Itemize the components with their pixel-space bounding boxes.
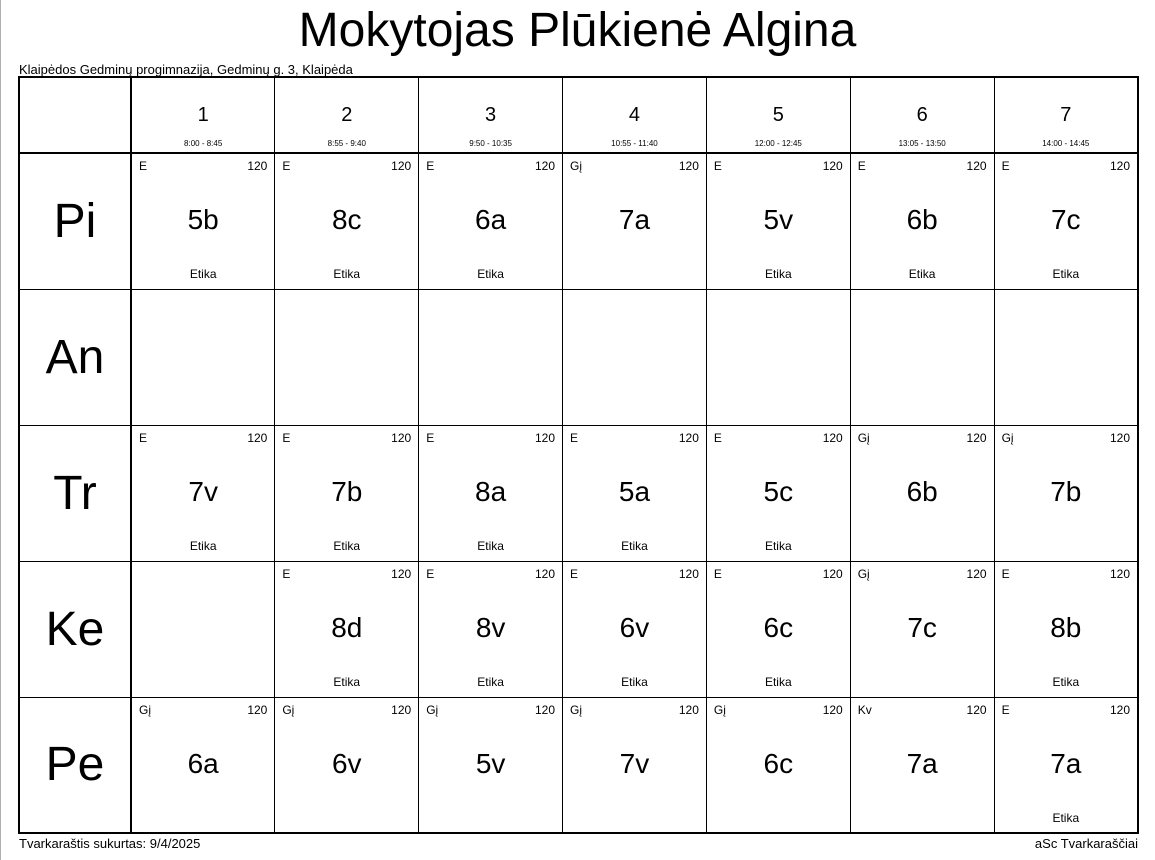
- lesson-cell: [563, 697, 707, 833]
- class-name: 5b: [187, 204, 219, 235]
- lesson-cell: [275, 425, 419, 561]
- subject-name: Etika: [764, 267, 792, 281]
- day-name: Pe: [19, 697, 131, 833]
- period-time: 8:55 - 9:40: [327, 139, 366, 148]
- period-time: 8:00 - 8:45: [184, 139, 223, 148]
- lesson-cell: [850, 153, 994, 289]
- subject-name: Etika: [621, 538, 648, 553]
- subject-name: Etika: [764, 674, 792, 689]
- class-name: 5c: [763, 475, 794, 507]
- lesson-cell: [419, 153, 563, 289]
- class-name: 6v: [331, 747, 362, 779]
- period-header: [131, 77, 275, 153]
- class-name: 5a: [618, 475, 651, 507]
- lesson-cell: [419, 289, 563, 425]
- period-number: 7: [1060, 104, 1072, 126]
- room-number: 120: [247, 159, 268, 173]
- lesson-cell: [706, 561, 850, 697]
- period-header: [706, 77, 850, 153]
- lesson-code: E: [426, 566, 435, 581]
- class-name: 7a: [906, 747, 938, 779]
- lesson-cell: [275, 153, 419, 289]
- lesson-code: Gį: [282, 702, 295, 717]
- room-number: 120: [966, 566, 987, 581]
- subject-name: Etika: [621, 674, 648, 689]
- day-name: Tr: [19, 425, 131, 561]
- class-name: 7c: [907, 611, 937, 643]
- lesson-code: E: [713, 159, 722, 173]
- class-name: 5v: [763, 204, 794, 235]
- period-time: 10:55 - 11:40: [611, 139, 658, 148]
- class-name: 8a: [475, 475, 507, 507]
- period-time: 14:00 - 14:45: [1042, 139, 1090, 148]
- room-number: 120: [391, 566, 412, 581]
- lesson-cell: [131, 561, 275, 697]
- room-number: 120: [966, 430, 987, 445]
- lesson-code: Gį: [570, 702, 583, 717]
- class-name: 6a: [187, 747, 219, 779]
- day-row: [19, 425, 1138, 561]
- period-number: 5: [772, 104, 784, 126]
- class-name: 5v: [475, 747, 506, 779]
- lesson-code: Gį: [713, 702, 726, 717]
- day-name: Ke: [19, 561, 131, 697]
- lesson-code: Gį: [426, 702, 439, 717]
- room-number: 120: [1109, 159, 1130, 173]
- lesson-cell: [706, 697, 850, 833]
- lesson-cell: [419, 697, 563, 833]
- room-number: 120: [391, 702, 412, 717]
- class-name: 8b: [1050, 611, 1082, 643]
- page-title: Mokytojas Plūkienė Algina: [298, 4, 857, 57]
- app-brand: aSc Tvarkaraščiai: [1034, 836, 1138, 851]
- subject-name: Etika: [908, 267, 936, 281]
- lesson-code: E: [139, 159, 148, 173]
- class-name: 7c: [1050, 204, 1081, 235]
- class-name: 6c: [763, 747, 794, 779]
- subject-name: Etika: [333, 674, 361, 689]
- lesson-cell: [850, 697, 994, 833]
- lesson-cell: [131, 153, 275, 289]
- class-name: 8d: [331, 611, 363, 643]
- lesson-cell: [994, 425, 1138, 561]
- room-number: 120: [247, 430, 268, 445]
- lesson-cell: [131, 425, 275, 561]
- lesson-cell: [563, 425, 707, 561]
- lesson-cell: [419, 425, 563, 561]
- room-number: 120: [822, 430, 843, 445]
- school-address: Klaipėdos Gedminų progimnazija, Gedminų g. 3, Klaipėda: [19, 62, 353, 77]
- lesson-cell: [706, 425, 850, 561]
- period-time: 12:00 - 12:45: [754, 139, 802, 148]
- room-number: 120: [1109, 430, 1130, 445]
- subject-name: Etika: [1052, 674, 1080, 689]
- created-date: Tvarkaraštis sukurtas: 9/4/2025: [19, 836, 201, 851]
- page-edge-rule: [0, 0, 1, 860]
- room-number: 120: [822, 159, 843, 173]
- lesson-code: E: [857, 159, 866, 173]
- class-name: 6v: [619, 611, 650, 643]
- lesson-cell: [131, 697, 275, 833]
- lesson-cell: [706, 153, 850, 289]
- room-number: 120: [535, 566, 556, 581]
- class-name: 7v: [619, 747, 650, 779]
- lesson-cell: [563, 153, 707, 289]
- subject-name: Etika: [477, 538, 504, 553]
- lesson-code: E: [282, 430, 291, 445]
- day-name: Pi: [19, 153, 131, 289]
- subject-name: Etika: [1052, 267, 1080, 281]
- day-row: [19, 561, 1138, 697]
- lesson-code: E: [282, 566, 291, 581]
- period-header-row: [19, 77, 1138, 153]
- subject-name: Etika: [1052, 810, 1080, 825]
- class-name: 6b: [906, 475, 938, 507]
- subject-name: Etika: [477, 267, 504, 281]
- class-name: 7b: [1050, 475, 1082, 507]
- lesson-cell: [275, 561, 419, 697]
- day-row: [19, 153, 1138, 289]
- lesson-code: E: [713, 566, 722, 581]
- lesson-code: Gį: [570, 159, 583, 173]
- lesson-cell: [994, 561, 1138, 697]
- lesson-code: Gį: [857, 430, 870, 445]
- room-number: 120: [678, 159, 699, 173]
- subject-name: Etika: [333, 538, 361, 553]
- room-number: 120: [678, 702, 699, 717]
- room-number: 120: [1109, 566, 1130, 581]
- subject-name: Etika: [477, 674, 504, 689]
- lesson-code: E: [713, 430, 722, 445]
- room-number: 120: [535, 702, 556, 717]
- period-number: 6: [916, 104, 928, 126]
- corner-cell: [19, 77, 131, 153]
- room-number: 120: [966, 702, 987, 717]
- period-header: [850, 77, 994, 153]
- period-number: 3: [485, 104, 497, 126]
- room-number: 120: [391, 430, 412, 445]
- lesson-cell: [275, 697, 419, 833]
- lesson-code: E: [1001, 159, 1010, 173]
- class-name: 8c: [331, 204, 362, 235]
- lesson-code: E: [570, 566, 579, 581]
- period-number: 2: [341, 104, 353, 126]
- lesson-cell: [563, 289, 707, 425]
- day-name: An: [19, 289, 131, 425]
- class-name: 7b: [331, 475, 363, 507]
- lesson-code: Gį: [139, 702, 151, 717]
- period-header: [275, 77, 419, 153]
- class-name: 7a: [1050, 747, 1082, 779]
- period-time: 9:50 - 10:35: [469, 139, 512, 148]
- period-header: [419, 77, 563, 153]
- lesson-cell: [275, 289, 419, 425]
- class-name: 8v: [475, 611, 506, 643]
- lesson-code: E: [570, 430, 579, 445]
- period-number: 4: [628, 104, 641, 126]
- subject-name: Etika: [764, 538, 792, 553]
- room-number: 120: [535, 159, 556, 173]
- lesson-cell: [994, 153, 1138, 289]
- lesson-code: Gį: [1001, 430, 1014, 445]
- class-name: 6a: [475, 204, 507, 235]
- period-time: 13:05 - 13:50: [898, 139, 946, 148]
- subject-name: Etika: [333, 267, 361, 281]
- lesson-cell: [419, 561, 563, 697]
- lesson-cell: [131, 289, 275, 425]
- room-number: 120: [391, 159, 412, 173]
- room-number: 120: [247, 702, 268, 717]
- lesson-code: E: [139, 430, 148, 445]
- lesson-cell: [994, 697, 1138, 833]
- lesson-code: E: [426, 430, 435, 445]
- class-name: 7a: [618, 204, 651, 235]
- subject-name: Etika: [189, 267, 217, 281]
- lesson-cell: [563, 561, 707, 697]
- lesson-code: Kv: [857, 702, 872, 717]
- timetable: [18, 76, 1139, 834]
- class-name: 6b: [906, 204, 938, 235]
- subject-name: Etika: [189, 538, 217, 553]
- lesson-cell: [850, 425, 994, 561]
- room-number: 120: [822, 566, 843, 581]
- lesson-cell: [850, 289, 994, 425]
- class-name: 7v: [188, 475, 218, 507]
- day-row: [19, 697, 1138, 833]
- period-header: [994, 77, 1138, 153]
- room-number: 120: [678, 430, 699, 445]
- lesson-code: E: [1001, 566, 1010, 581]
- lesson-cell: [994, 289, 1138, 425]
- day-row: [19, 289, 1138, 425]
- room-number: 120: [535, 430, 556, 445]
- lesson-cell: [850, 561, 994, 697]
- room-number: 120: [1109, 702, 1130, 717]
- room-number: 120: [966, 159, 987, 173]
- lesson-code: E: [426, 159, 435, 173]
- lesson-code: E: [1001, 702, 1010, 717]
- room-number: 120: [678, 566, 699, 581]
- lesson-code: Gį: [857, 566, 870, 581]
- room-number: 120: [822, 702, 843, 717]
- period-header: [563, 77, 707, 153]
- lesson-cell: [706, 289, 850, 425]
- period-number: 1: [197, 104, 209, 126]
- lesson-code: E: [282, 159, 291, 173]
- class-name: 6c: [763, 611, 794, 643]
